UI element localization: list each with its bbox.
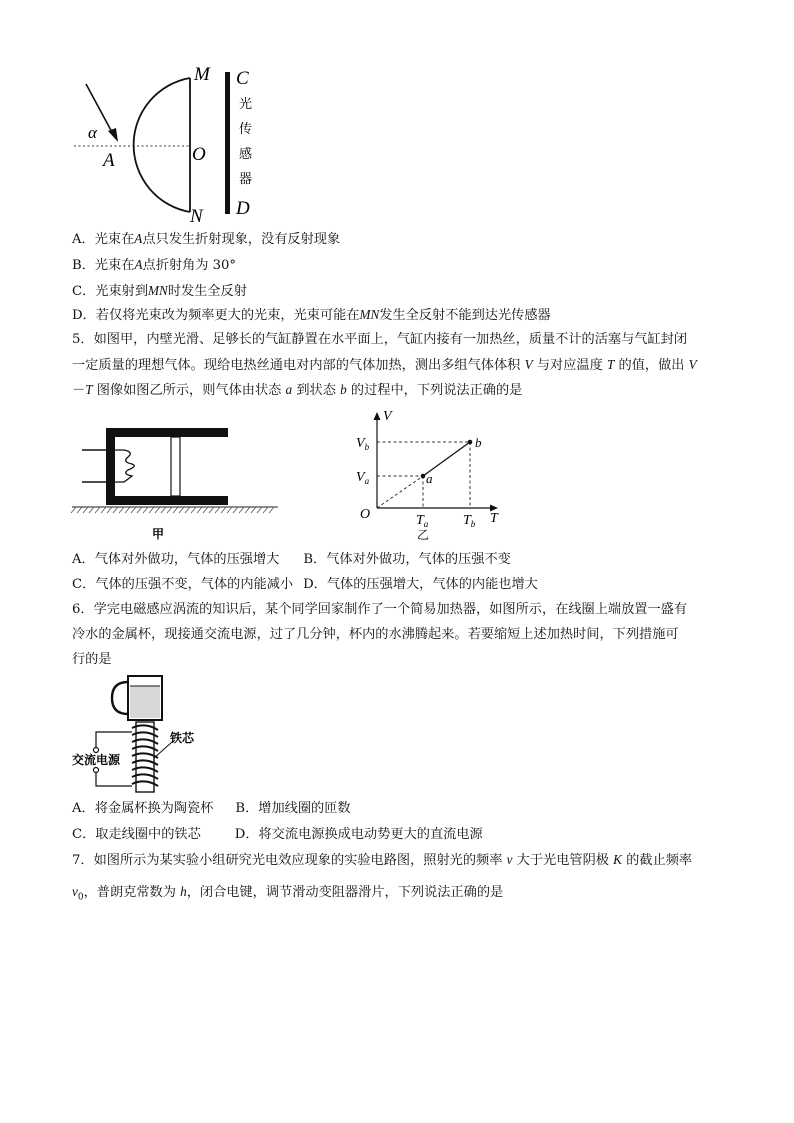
- q6-options-row1: A．将金属杯换为陶瓷杯 B．增加线圈的匝数: [72, 801, 351, 816]
- label-O: O: [192, 144, 206, 165]
- q4-option-c: C．光束射到MN时发生全反射: [72, 283, 247, 299]
- v-axis-arrow-icon: [374, 412, 381, 420]
- q4-option-b: B．光束在A点折射角为 30°: [72, 257, 237, 273]
- origin-label: O: [360, 507, 371, 522]
- light-sensor-plate: [225, 72, 230, 214]
- q6-options-row2: C．取走线圈中的铁芯 D．将交流电源换成电动势更大的直流电源: [72, 827, 483, 842]
- point-a-dot: [421, 474, 426, 479]
- q5-stem-line3: －T 图像如图乙所示，则气体由状态 a 到状态 b 的过程中，下列说法正确的是: [72, 382, 523, 398]
- label-C: C: [236, 68, 249, 89]
- q5-options-row1: A．气体对外做功，气体的压强增大 B．气体对外做功，气体的压强不变: [72, 552, 511, 567]
- cup-water: [130, 686, 160, 718]
- label-D: D: [236, 198, 250, 219]
- q7-stem-line2: $\nu_0$，普朗克常数为 h，闭合电键，调节滑动变阻器滑片，下列说法正确的是: [72, 884, 504, 903]
- q5-stem-line2: 一定质量的理想气体。现给电热丝通电对内部的气体加热，测出多组气体体积 V 与对应温度 T 的值，做出 V: [72, 357, 697, 373]
- q6-stem-line3: 行的是: [72, 652, 112, 667]
- label-N: N: [190, 206, 203, 227]
- point-b-dot: [468, 440, 473, 445]
- q4-refraction-figure: [0, 0, 794, 240]
- terminal-bottom: [94, 768, 99, 773]
- point-a-label: a: [426, 471, 433, 486]
- q6-stem-line2: 冷水的金属杯，现接通交流电源，过了几分钟，杯内的水沸腾起来。若要缩短上述加热时间，下列措施可: [72, 627, 679, 642]
- sensor-char-4: 器: [239, 172, 253, 187]
- q5-stem-line1: 5．如图甲，内壁光滑、足够长的气缸静置在水平面上，气缸内接有一加热丝，质量不计的活塞与气缸封闭: [72, 332, 688, 347]
- terminal-top: [94, 748, 99, 753]
- point-b-label: b: [475, 435, 482, 450]
- sensor-char-3: 感: [239, 147, 253, 162]
- axis-t-label: T: [490, 511, 498, 526]
- wire-bottom: [96, 772, 132, 786]
- fig-label-ac-source: 交流电源: [72, 753, 121, 767]
- vb-label: $V_b$: [356, 436, 370, 452]
- metal-cup-handle: [112, 682, 128, 714]
- q4-option-a: A．光束在A点只发生折射现象，没有反射现象: [72, 231, 341, 247]
- fig-jia-label: 甲: [152, 527, 165, 541]
- q7-stem-line1: 7．如图所示为某实验小组研究光电效应现象的实验电路图，照射光的频率 ν 大于光电管阴极 K 的截止频率: [72, 852, 693, 868]
- sensor-char-1: 光: [239, 97, 253, 112]
- va-label: $V_a$: [356, 470, 370, 486]
- q6-heater-figure: [0, 670, 794, 800]
- axis-v-label: V: [383, 409, 392, 424]
- semicircle-glass: [134, 78, 190, 212]
- label-alpha: α: [88, 123, 97, 142]
- q5-options-row2: C．气体的压强不变，气体的内能减小 D．气体的压强增大，气体的内能也增大: [72, 577, 538, 592]
- label-M: M: [194, 64, 210, 85]
- q6-stem-line1: 6．学完电磁感应涡流的知识后，某个同学回家制作了一个简易加热器，如图所示，在线圈上端放置一盛有: [72, 602, 688, 617]
- sensor-char-2: 传: [239, 122, 253, 137]
- label-A: A: [103, 150, 115, 171]
- ray-arrow-icon: [108, 128, 118, 142]
- q5-vt-graph: [0, 400, 794, 560]
- fig-label-iron-core: 铁芯: [170, 731, 195, 745]
- origin-dashed-segment: [377, 476, 423, 508]
- fig-yi-label: 乙: [417, 528, 430, 542]
- q4-option-d: D．若仅将光束改为频率更大的光束，光束可能在MN发生全反射不能到达光传感器: [72, 307, 551, 323]
- tb-label: $T_b$: [463, 513, 476, 529]
- ta-label: $T_a$: [416, 513, 429, 529]
- wire-top: [96, 732, 132, 748]
